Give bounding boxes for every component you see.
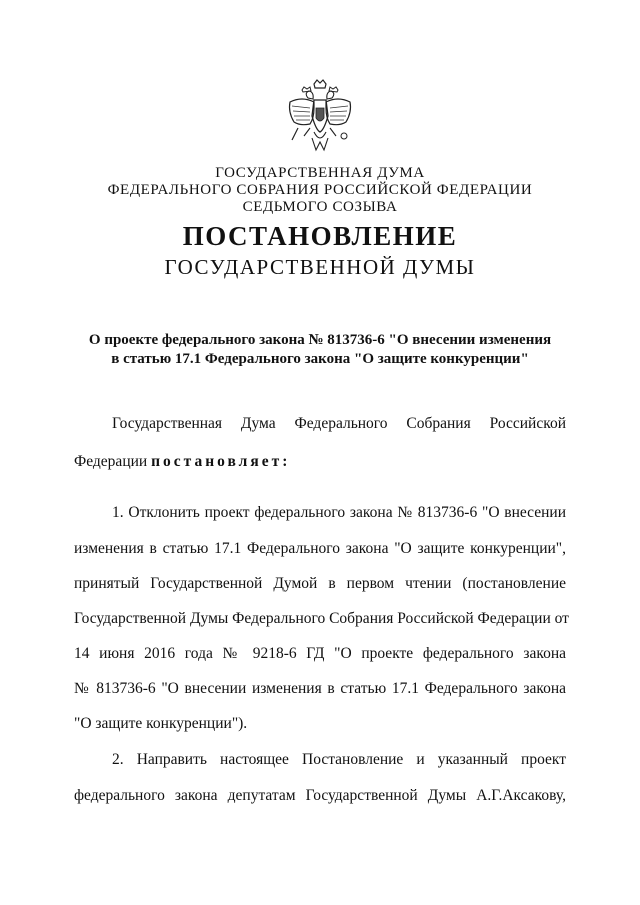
document-type-title: ПОСТАНОВЛЕНИЕ [182,221,458,251]
resolve-keyword: постановляет: [151,453,291,470]
header-line-1: ГОСУДАРСТВЕННАЯ ДУМА [215,165,425,181]
document-type-subtitle: ГОСУДАРСТВЕННОЙ ДУМЫ [164,255,476,279]
subject-line-1: О проекте федерального закона № 813736-6 "О внесении изменения [88,332,552,348]
paragraph-1-line-1: 1. Отклонить проект федерального закона № 813736-6 "О внесении [112,504,566,521]
header-line-2: ФЕДЕРАЛЬНОГО СОБРАНИЯ РОССИЙСКОЙ ФЕДЕРАЦИИ [107,182,533,198]
paragraph-2-line-1: 2. Направить настоящее Постановление и указанный проект [112,751,566,768]
paragraph-1-line-6: № 813736-6 "О внесении изменения в статью 17.1 Федерального закона [74,680,566,697]
intro-line-2-prefix: Федерации [74,453,148,470]
paragraph-1-line-5: 14 июня 2016 года № 9218-6 ГД "О проекте федерального закона [74,645,566,662]
header-line-3: СЕДЬМОГО СОЗЫВА [242,199,398,215]
paragraph-1-line-7: "О защите конкуренции"). [74,715,248,732]
paragraph-2-line-2: федерального закона депутатам Государственной Думы А.Г.Аксакову, [74,787,566,804]
subject-line-2: в статью 17.1 Федерального закона "О защите конкуренции" [111,351,529,367]
paragraph-1-line-4: Государственной Думы Федерального Собрания Российской Федерации от [74,610,569,627]
paragraph-1-line-3: принятый Государственной Думой в первом чтении (постановление [74,575,566,592]
intro-line-1: Государственная Дума Федерального Собрания Российской [112,415,566,432]
coat-of-arms-emblem [284,78,356,158]
intro-line-2 [74,452,566,472]
paragraph-1-line-2: изменения в статью 17.1 Федерального закона "О защите конкуренции", [74,540,566,557]
